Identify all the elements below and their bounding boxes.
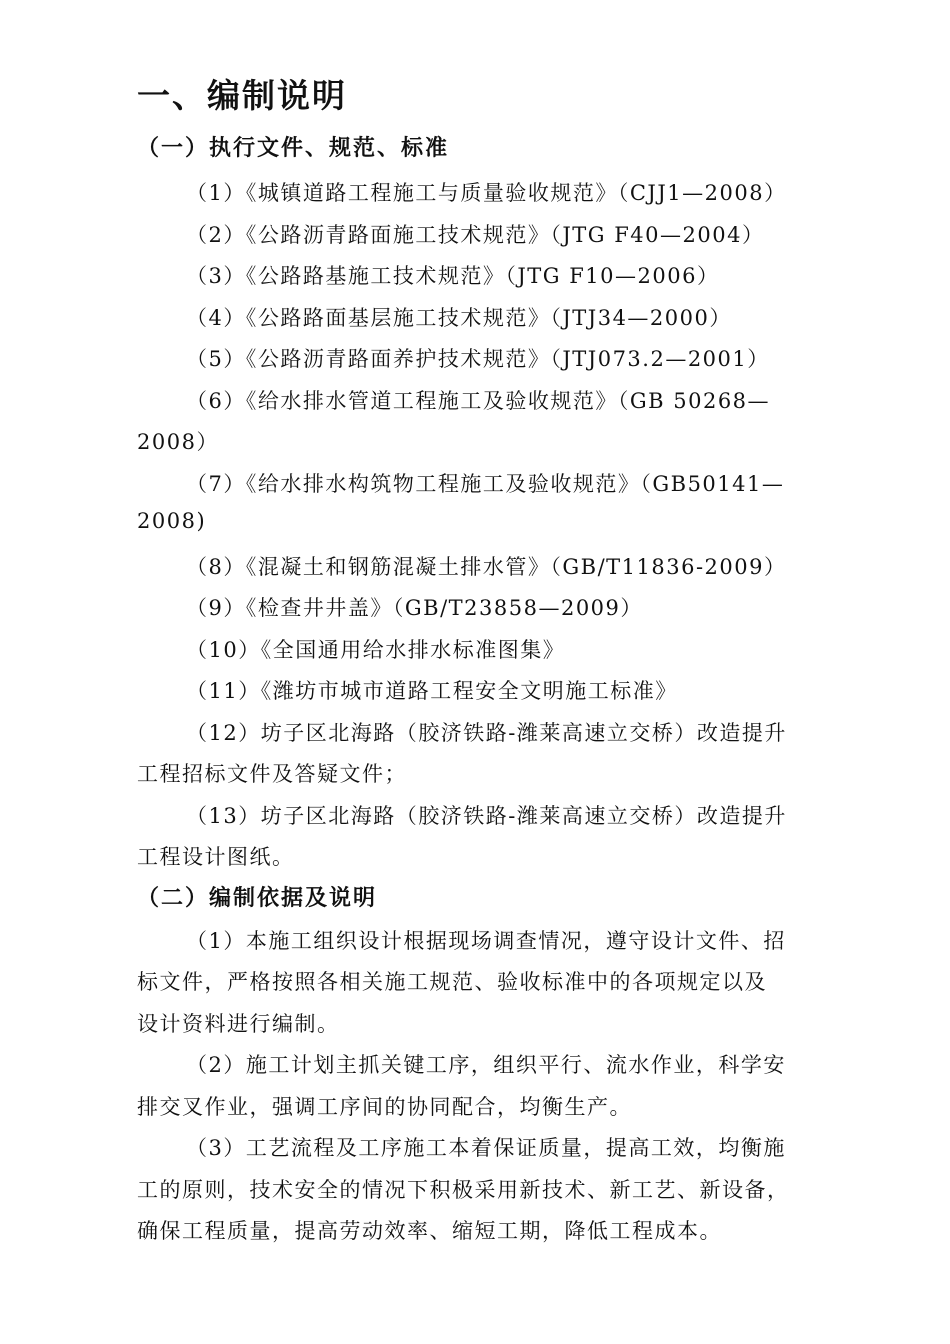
standard-item: （7）《给水排水构筑物工程施工及验收规范》（GB50141— (186, 472, 785, 496)
paragraph-line: （2）施工计划主抓关键工序，组织平行、流水作业，科学安 (186, 1053, 786, 1077)
standard-item: （8）《混凝土和钢筋混凝土排水管》（GB/T11836-2009） (186, 555, 787, 579)
paragraph-line: 排交叉作业，强调工序间的协同配合，均衡生产。 (137, 1095, 632, 1119)
standard-item-continuation: 2008） (137, 430, 219, 454)
standard-item: （11）《潍坊市城市道路工程安全文明施工标准》 (186, 679, 678, 703)
paragraph-line: （1）本施工组织设计根据现场调查情况，遵守设计文件、招 (186, 929, 786, 953)
standard-item: （1）《城镇道路工程施工与质量验收规范》（CJJ1—2008） (186, 181, 787, 205)
standard-item-continuation: 工程招标文件及答疑文件； (137, 762, 407, 786)
standard-item: （12）坊子区北海路（胶济铁路-潍莱高速立交桥）改造提升 (186, 721, 787, 745)
standard-item: （2）《公路沥青路面施工技术规范》（JTG F40—2004） (186, 223, 765, 247)
section-heading-basis: （二）编制依据及说明 (137, 886, 378, 911)
section-heading-standards: （一）执行文件、规范、标准 (137, 136, 450, 161)
standard-item: （5）《公路沥青路面养护技术规范》（JTJ073.2—2001） (186, 347, 770, 371)
paragraph-line: 确保工程质量，提高劳动效率、缩短工期，降低工程成本。 (137, 1219, 722, 1243)
standard-item: （10）《全国通用给水排水标准图集》 (186, 638, 566, 662)
paragraph-line: （3）工艺流程及工序施工本着保证质量，提高工效，均衡施 (186, 1136, 786, 1160)
standard-item: （6）《给水排水管道工程施工及验收规范》（GB 50268— (186, 389, 771, 413)
standard-item: （9）《检查井井盖》（GB/T23858—2009） (186, 596, 643, 620)
standard-item: （3）《公路路基施工技术规范》（JTG F10—2006） (186, 264, 720, 288)
standard-item: （4）《公路路面基层施工技术规范》（JTJ34—2000） (186, 306, 732, 330)
standard-item-continuation: 工程设计图纸。 (137, 845, 295, 869)
standard-item: （13）坊子区北海路（胶济铁路-潍莱高速立交桥）改造提升 (186, 804, 787, 828)
paragraph-line: 标文件，严格按照各相关施工规范、验收标准中的各项规定以及 (137, 970, 767, 994)
page-title: 一、编制说明 (137, 76, 347, 115)
standard-item-continuation: 2008) (137, 509, 207, 533)
paragraph-line: 设计资料进行编制。 (137, 1012, 340, 1036)
paragraph-line: 工的原则，技术安全的情况下积极采用新技术、新工艺、新设备， (137, 1178, 790, 1202)
